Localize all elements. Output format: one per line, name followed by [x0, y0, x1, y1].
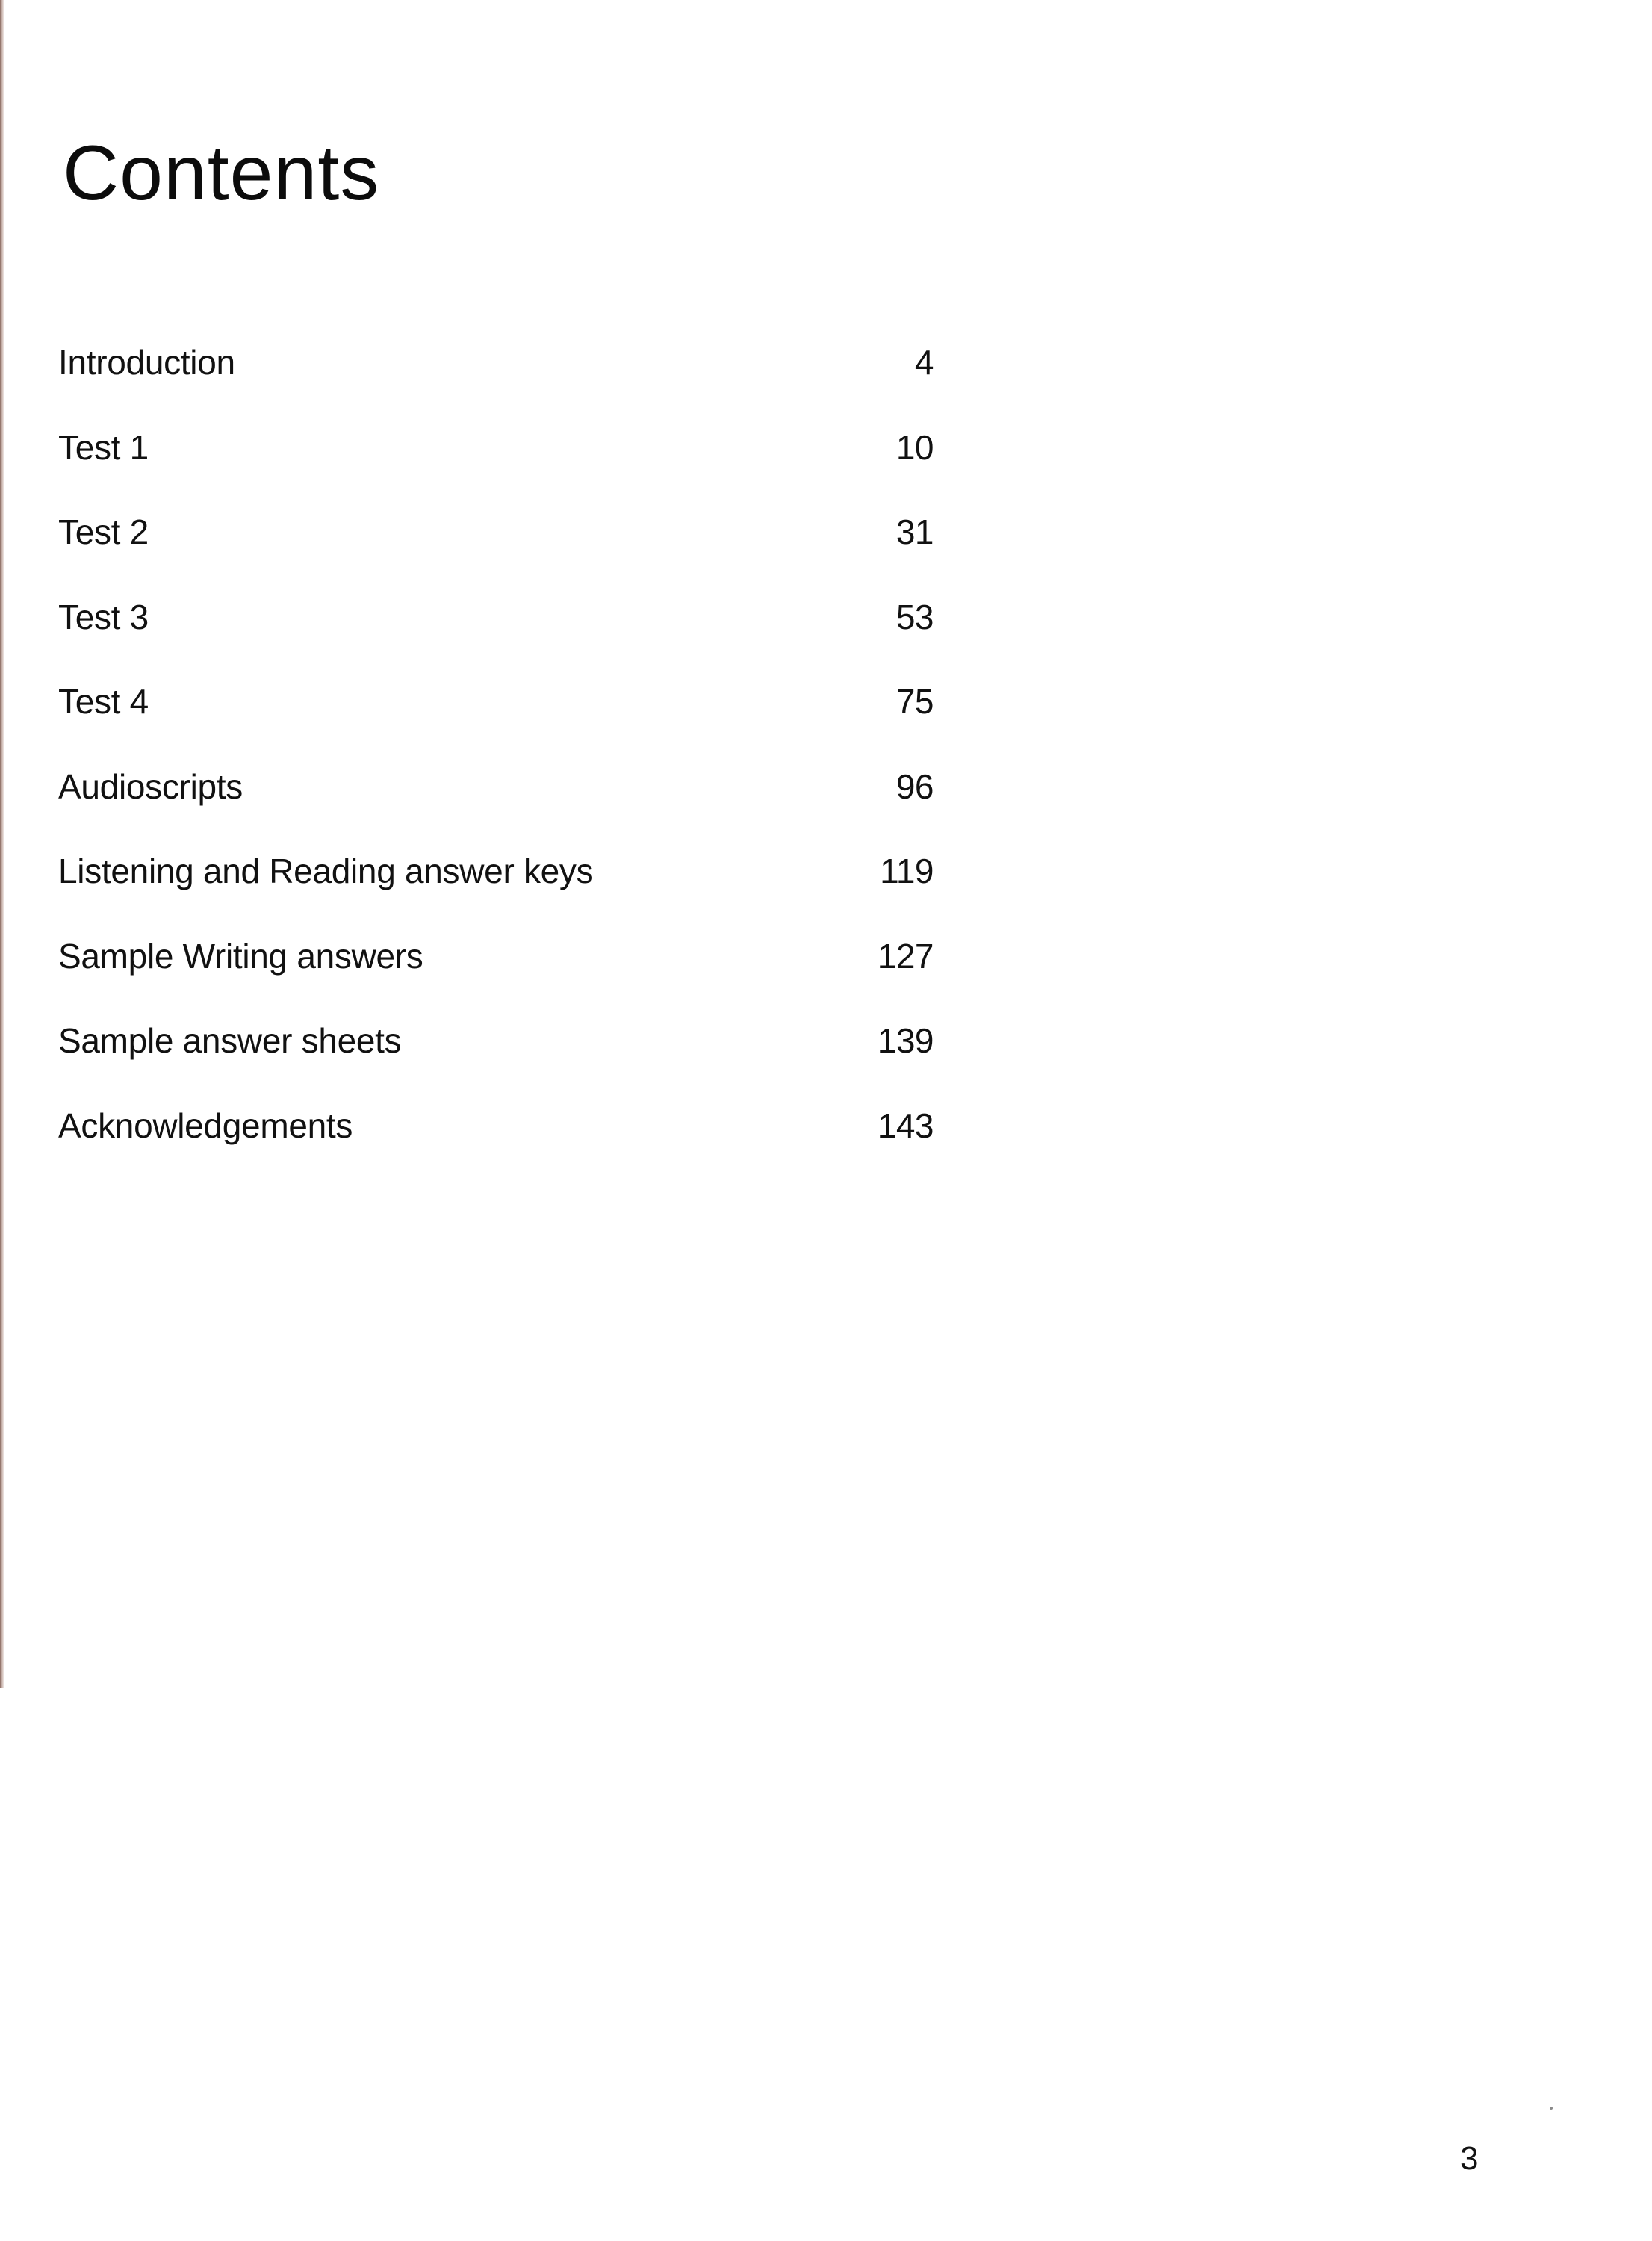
toc-entry-page-number: 127 — [877, 936, 934, 976]
toc-entry-page-number: 119 — [880, 852, 934, 890]
toc-entry-page-number: 10 — [895, 427, 934, 467]
toc-entry-label: Test 3 — [58, 597, 149, 636]
toc-entry-test-2[interactable] — [58, 512, 934, 600]
toc-entry-label: Sample answer sheets — [58, 1021, 402, 1060]
toc-entry-sample-answer-sheets[interactable] — [58, 1023, 934, 1109]
toc-entry-label: Acknowledgements — [58, 1106, 353, 1145]
toc-entry-label: Listening and Reading answer keys — [58, 852, 594, 890]
toc-entry-sample-writing-answers[interactable] — [58, 936, 934, 1024]
page-number: 3 — [1460, 2140, 1479, 2177]
toc-entry-label: Test 2 — [58, 512, 149, 551]
toc-entry-label: Test 1 — [58, 427, 149, 467]
toc-entry-label: Audioscripts — [58, 766, 243, 806]
toc-entry-introduction[interactable] — [58, 345, 934, 430]
toc-entry-test-3[interactable] — [58, 597, 934, 685]
toc-entry-label: Test 4 — [58, 682, 149, 721]
toc-entry-page-number: 96 — [895, 766, 934, 806]
table-of-contents — [58, 345, 934, 1193]
toc-entry-page-number: 31 — [895, 512, 934, 551]
toc-entry-label: Sample Writing answers — [58, 936, 423, 976]
toc-entry-page-number: 4 — [914, 343, 934, 382]
toc-entry-label: Introduction — [58, 343, 235, 382]
toc-entry-audioscripts[interactable] — [58, 766, 934, 855]
toc-entry-test-4[interactable] — [58, 684, 934, 769]
toc-entry-page-number: 139 — [877, 1021, 934, 1060]
scan-speck — [1550, 2107, 1553, 2110]
toc-entry-page-number: 53 — [895, 597, 934, 636]
toc-entry-acknowledgements[interactable] — [58, 1106, 934, 1194]
toc-entry-page-number: 75 — [895, 682, 934, 721]
toc-entry-test-1[interactable] — [58, 427, 934, 515]
toc-entry-page-number: 143 — [877, 1106, 934, 1145]
toc-entry-answer-keys[interactable] — [58, 854, 934, 939]
page-title: Contents — [63, 130, 380, 217]
page-binding-edge — [0, 0, 4, 1688]
